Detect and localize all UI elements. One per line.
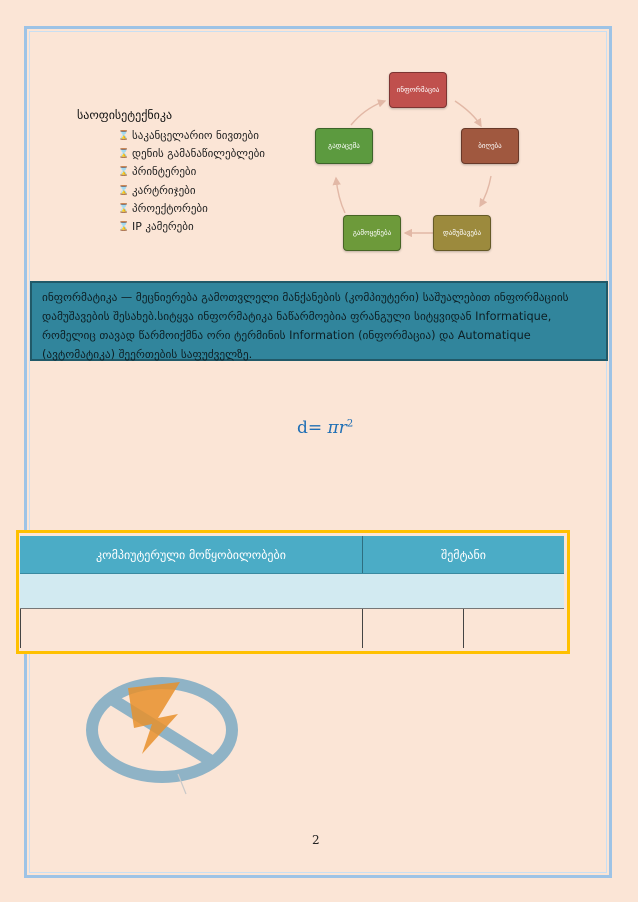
- list-item: ⌛ კარტრიჯები: [118, 182, 265, 200]
- cycle-step-transfer: გადაცემა: [315, 128, 373, 164]
- cycle-arrow: [480, 176, 491, 206]
- cycle-arrow: [336, 178, 345, 213]
- circle-area-formula: $d= \pi r^2$: [297, 418, 354, 438]
- hourglass-icon: ⌛: [118, 222, 130, 233]
- hourglass-icon: ⌛: [118, 185, 130, 196]
- cycle-step-information: ინფორმაცია: [389, 72, 447, 108]
- list-item: ⌛ პრინტერები: [118, 163, 265, 181]
- header-input: შემტანი: [441, 547, 486, 562]
- header-computer-devices: კომპიუტერული მოწყობილობები: [20, 536, 363, 573]
- list-item: ⌛ საკანცელარიო ნივთები: [118, 127, 265, 145]
- cycle-step-receive: ბიღება: [461, 128, 519, 164]
- cell-divider: [362, 609, 363, 648]
- hourglass-icon: ⌛: [118, 203, 130, 214]
- hourglass-icon: ⌛: [118, 167, 130, 178]
- cell-divider: [463, 609, 464, 648]
- office-equipment-title: საოფისეტექნიკა: [77, 108, 173, 122]
- hourglass-icon: ⌛: [118, 131, 130, 142]
- information-cycle-diagram: [305, 68, 500, 258]
- list-item: ⌛ IP კამერები: [118, 218, 265, 236]
- cycle-arrow: [351, 101, 385, 125]
- cycle-step-processing: დამუშავება: [433, 215, 491, 251]
- page-number: 2: [312, 833, 320, 847]
- cell-divider: [20, 609, 21, 648]
- list-item: ⌛ დენის გამანაწილებლები: [118, 145, 265, 163]
- cycle-step-usage: გამოყენება: [343, 215, 401, 251]
- hourglass-icon: ⌛: [118, 149, 130, 160]
- devices-table-header: [20, 536, 564, 574]
- cycle-arrow: [455, 101, 481, 126]
- office-equipment-list: [118, 127, 265, 236]
- table-row: [20, 574, 564, 609]
- table-row: [20, 609, 564, 648]
- no-electricity-sign-icon: [80, 670, 245, 805]
- list-item: ⌛ პროექტორები: [118, 200, 265, 218]
- informatics-definition: ინფორმატიკა — მეცნიერება გამოთვლელი მანქანების (კომპიუტერი) საშუალებით ინფორმაციის დამუშავების შესახებ.სიტყვა ინფორმატიკა ნაწარმოებია ფრანგული სიტყვიდან Informatique, რომელიც თავად წარმოიქმნა ორი ტერმინის Information (ინფორმაცია) და Automatique (ავტომატიკა) შეერთების საფუძველზე.: [30, 281, 608, 361]
